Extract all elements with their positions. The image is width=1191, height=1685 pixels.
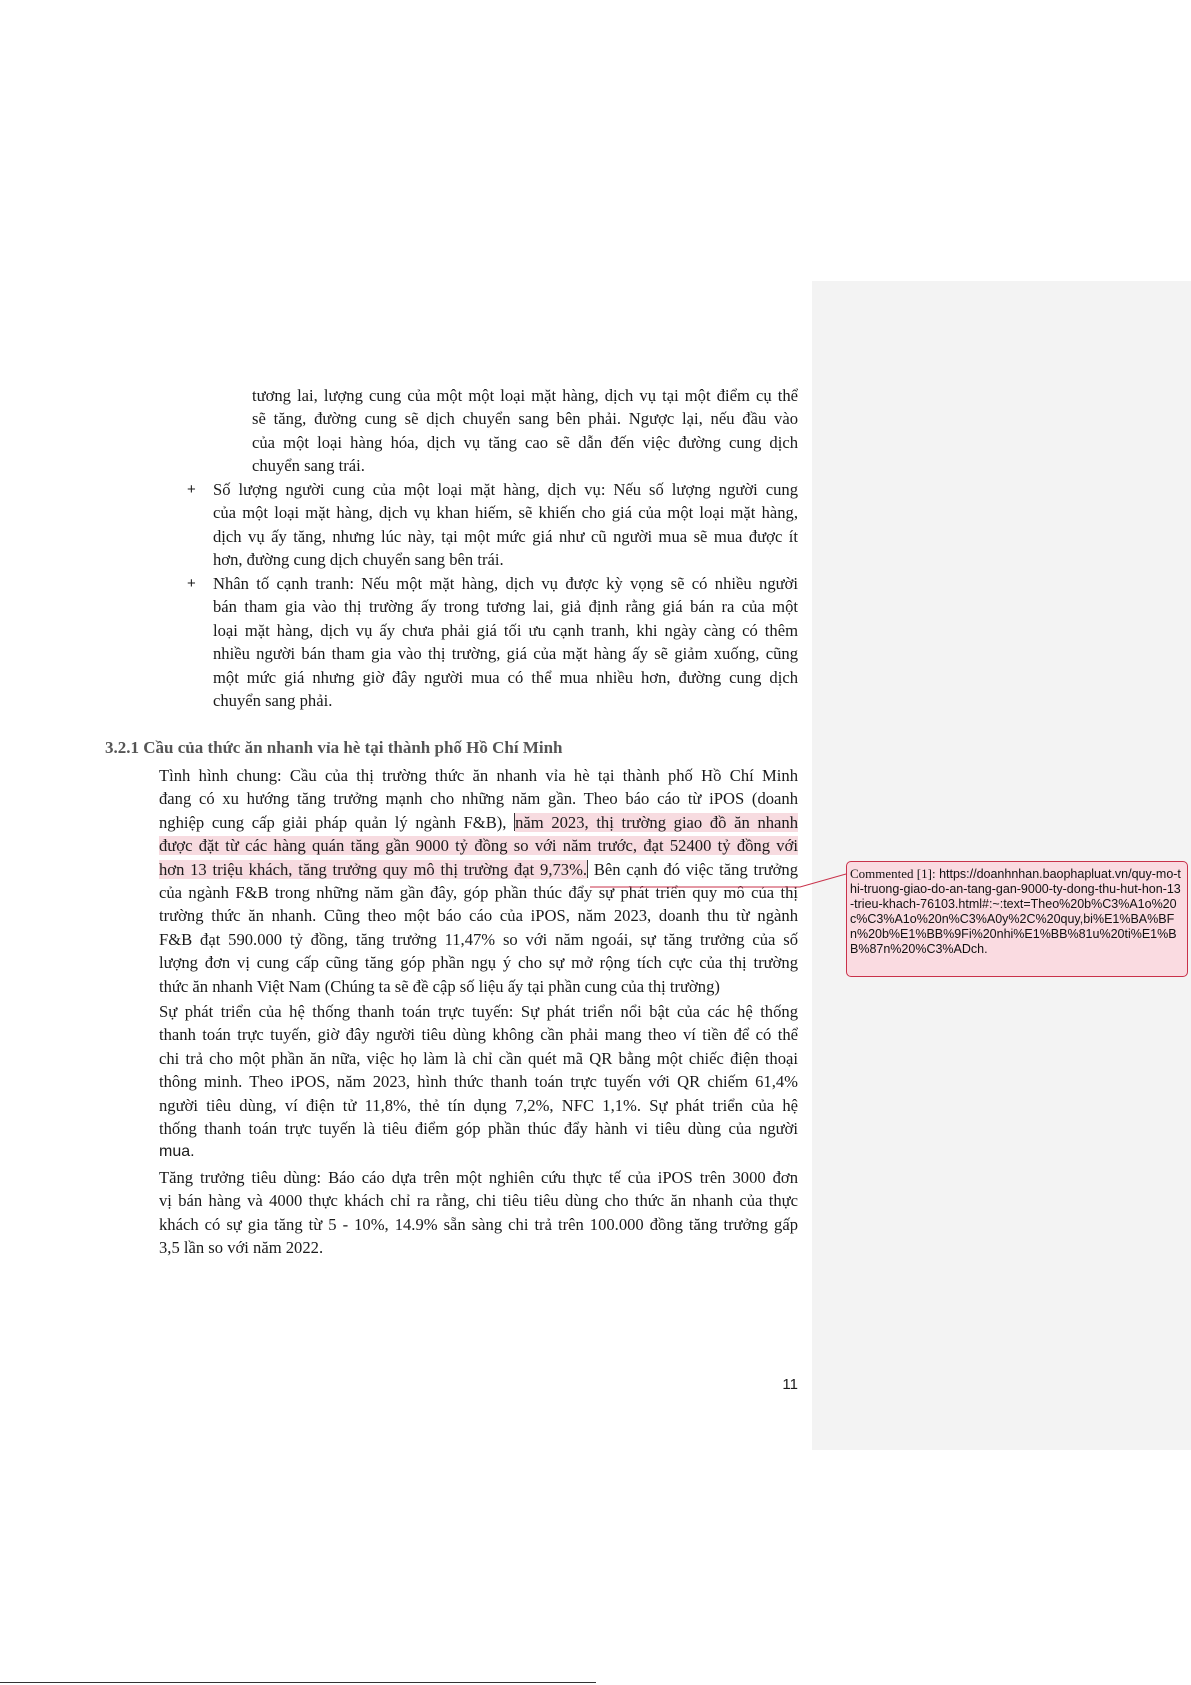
text-line: trường thức ăn nhanh. Cũng theo một báo cáo của iPOS, năm 2023, doanh thu từ ngành bbox=[159, 906, 798, 926]
footnote-separator bbox=[0, 1682, 596, 1683]
paragraph-online-payment bbox=[159, 1000, 798, 1164]
highlighted-commented-text[interactable]: hơn 13 triệu khách, tăng trưởng quy mô thị trường đạt 9,73%. bbox=[159, 859, 588, 879]
text-line: thống thanh toán trực tuyến là tiêu điểm góp phần thúc đẩy hành vi tiêu dùng của người bbox=[159, 1119, 798, 1139]
comment-label: Commented [1]: bbox=[850, 866, 936, 881]
text-line: nhiều người bán tham gia vào thị trường, giá của mặt hàng ấy sẽ giảm xuống, cũng bbox=[213, 644, 798, 664]
comment-balloon[interactable] bbox=[846, 861, 1188, 977]
text-line: của một loại mặt hàng, dịch vụ khan hiếm, sẽ khiến cho giá của một loại mặt hàng, bbox=[213, 503, 798, 523]
text-line bbox=[159, 834, 798, 857]
text-line: của một loại hàng hóa, dịch vụ tăng cao sẽ dẫn đến việc đường cung dịch bbox=[252, 432, 798, 452]
text-line: thức ăn nhanh Việt Nam (Chúng ta sẽ đề cập số liệu ấy tại phần cung của thị trường) bbox=[159, 976, 720, 996]
text-line: thanh toán trực tuyến, giờ đây người tiêu dùng không cần phải mang theo ví tiền để có thể bbox=[159, 1025, 798, 1045]
text-line bbox=[159, 811, 798, 834]
text-line: một mức giá nhưng giờ đây người mua có thể mua nhiều hơn, đường cung dịch bbox=[213, 667, 798, 687]
text-line: đang có xu hướng tăng trưởng mạnh cho những năm gần. Theo báo cáo từ iPOS (doanh bbox=[159, 789, 798, 809]
text-line: Tình hình chung: Cầu của thị trường thức ăn nhanh vỉa hè tại thành phố Hồ Chí Minh bbox=[159, 766, 798, 785]
text-run: Bên cạnh đó việc tăng trưởng bbox=[588, 859, 799, 879]
text-line: Nhân tố cạnh tranh: Nếu một mặt hàng, dịch vụ được kỳ vọng sẽ có nhiều người bbox=[213, 574, 798, 593]
text-line: mua. bbox=[159, 1143, 195, 1161]
text-line: chuyển sang phải. bbox=[213, 691, 333, 711]
text-line: vị bán hàng và 4000 thực khách chỉ ra rằng, chi tiêu tiêu dùng cho thức ăn nhanh của thực bbox=[159, 1191, 798, 1211]
text-line: Số lượng người cung của một loại mặt hàng, dịch vụ: Nếu số lượng người cung bbox=[213, 480, 798, 499]
text-line: tương lai, lượng cung của một một loại mặt hàng, dịch vụ tại một điểm cụ thể bbox=[252, 386, 798, 405]
paragraph-consumption-growth bbox=[159, 1166, 798, 1260]
highlighted-commented-text[interactable]: được đặt từ các hàng quán tăng gần 9000 tỷ đồng so với năm trước, đạt 52400 tỷ đồng với bbox=[159, 836, 798, 856]
text-line: người tiêu dùng, ví điện tử 11,8%, thẻ tín dụng 7,2%, NFC 1,1%. Sự phát triển của hệ bbox=[159, 1095, 798, 1115]
bullet-marker: + bbox=[187, 575, 196, 592]
text-line: Tăng trưởng tiêu dùng: Báo cáo dựa trên một nghiên cứu thực tế của iPOS trên 3000 đơn bbox=[159, 1168, 798, 1187]
bullet-marker: + bbox=[187, 481, 196, 498]
bullet-item-supplier-count bbox=[187, 478, 798, 572]
text-line: F&B đạt 590.000 tỷ đồng, tăng trưởng 11,47% so với năm ngoái, sự tăng trưởng của số bbox=[159, 929, 798, 949]
bullet-item-competition bbox=[187, 572, 798, 712]
comment-text: https://doanhnhan.baophapluat.vn/quy-mo-thi-truong-giao-do-an-tang-gan-9000-ty-dong-thu-hut-hon-13-trieu-khach-76103.html#:~:text=Theo%20b%C3%A1o%20c%C3%A1o%20n%C3%A0y%2C%20quy,bi%E1%BA%BFn%20b%E1%BB%9Fi%20nhi%E1%BB%81u%20ti%E1%BB%87n%20%C3%ADch. bbox=[850, 867, 1181, 956]
section-heading: 3.2.1 Cầu của thức ăn nhanh vỉa hè tại thành phố Hồ Chí Minh bbox=[105, 738, 563, 757]
text-line: 3,5 lần so với năm 2022. bbox=[159, 1238, 324, 1258]
intro-paragraph bbox=[252, 384, 798, 478]
text-line: bán tham gia vào thị trường ấy trong tương lai, giả định rằng giá bán ra của một bbox=[213, 597, 798, 617]
text-line: lượng đơn vị cung cấp cũng tăng góp phần ngụ ý cho sự mở rộng tích cực của thị trường bbox=[159, 953, 798, 973]
text-line: thông minh. Theo iPOS, năm 2023, hình thức thanh toán trực tuyến với QR chiếm 61,4% bbox=[159, 1072, 798, 1092]
text-line: sẽ tăng, đường cung sẽ dịch chuyển sang bên phải. Ngược lại, nếu đầu vào bbox=[252, 409, 798, 429]
page-number: 11 bbox=[782, 1376, 798, 1393]
text-line: chi trả cho một phần ăn nữa, việc họ làm là chỉ cần quét mã QR bằng một chiếc điện thoại bbox=[159, 1048, 798, 1068]
text-line: Sự phát triển của hệ thống thanh toán trực tuyến: Sự phát triển nổi bật của các hệ thống bbox=[159, 1002, 798, 1021]
paragraph-general-situation bbox=[159, 764, 798, 998]
text-line: hơn, đường cung dịch chuyển sang bên trái. bbox=[213, 550, 504, 570]
text-line bbox=[159, 858, 798, 881]
text-run: nghiệp cung cấp giải pháp quản lý ngành F&B), bbox=[159, 812, 515, 832]
text-line: dịch vụ ấy tăng, nhưng lúc này, tại một mức giá như cũ người mua sẽ mua được ít bbox=[213, 526, 798, 546]
text-line: khách có sự gia tăng từ 5 - 10%, 14.9% sẵn sàng chi trả trên 100.000 đồng tăng trưởng gấp bbox=[159, 1214, 798, 1234]
text-line: loại mặt hàng, dịch vụ ấy chưa phải giá tối ưu cạnh tranh, khi ngày càng có thêm bbox=[213, 620, 798, 640]
text-line: chuyển sang trái. bbox=[252, 456, 365, 476]
highlighted-commented-text[interactable]: năm 2023, thị trường giao đồ ăn nhanh bbox=[515, 812, 798, 832]
text-line: của ngành F&B trong những năm gần đây, góp phần thúc đẩy sự phát triển quy mô của thị bbox=[159, 883, 798, 903]
